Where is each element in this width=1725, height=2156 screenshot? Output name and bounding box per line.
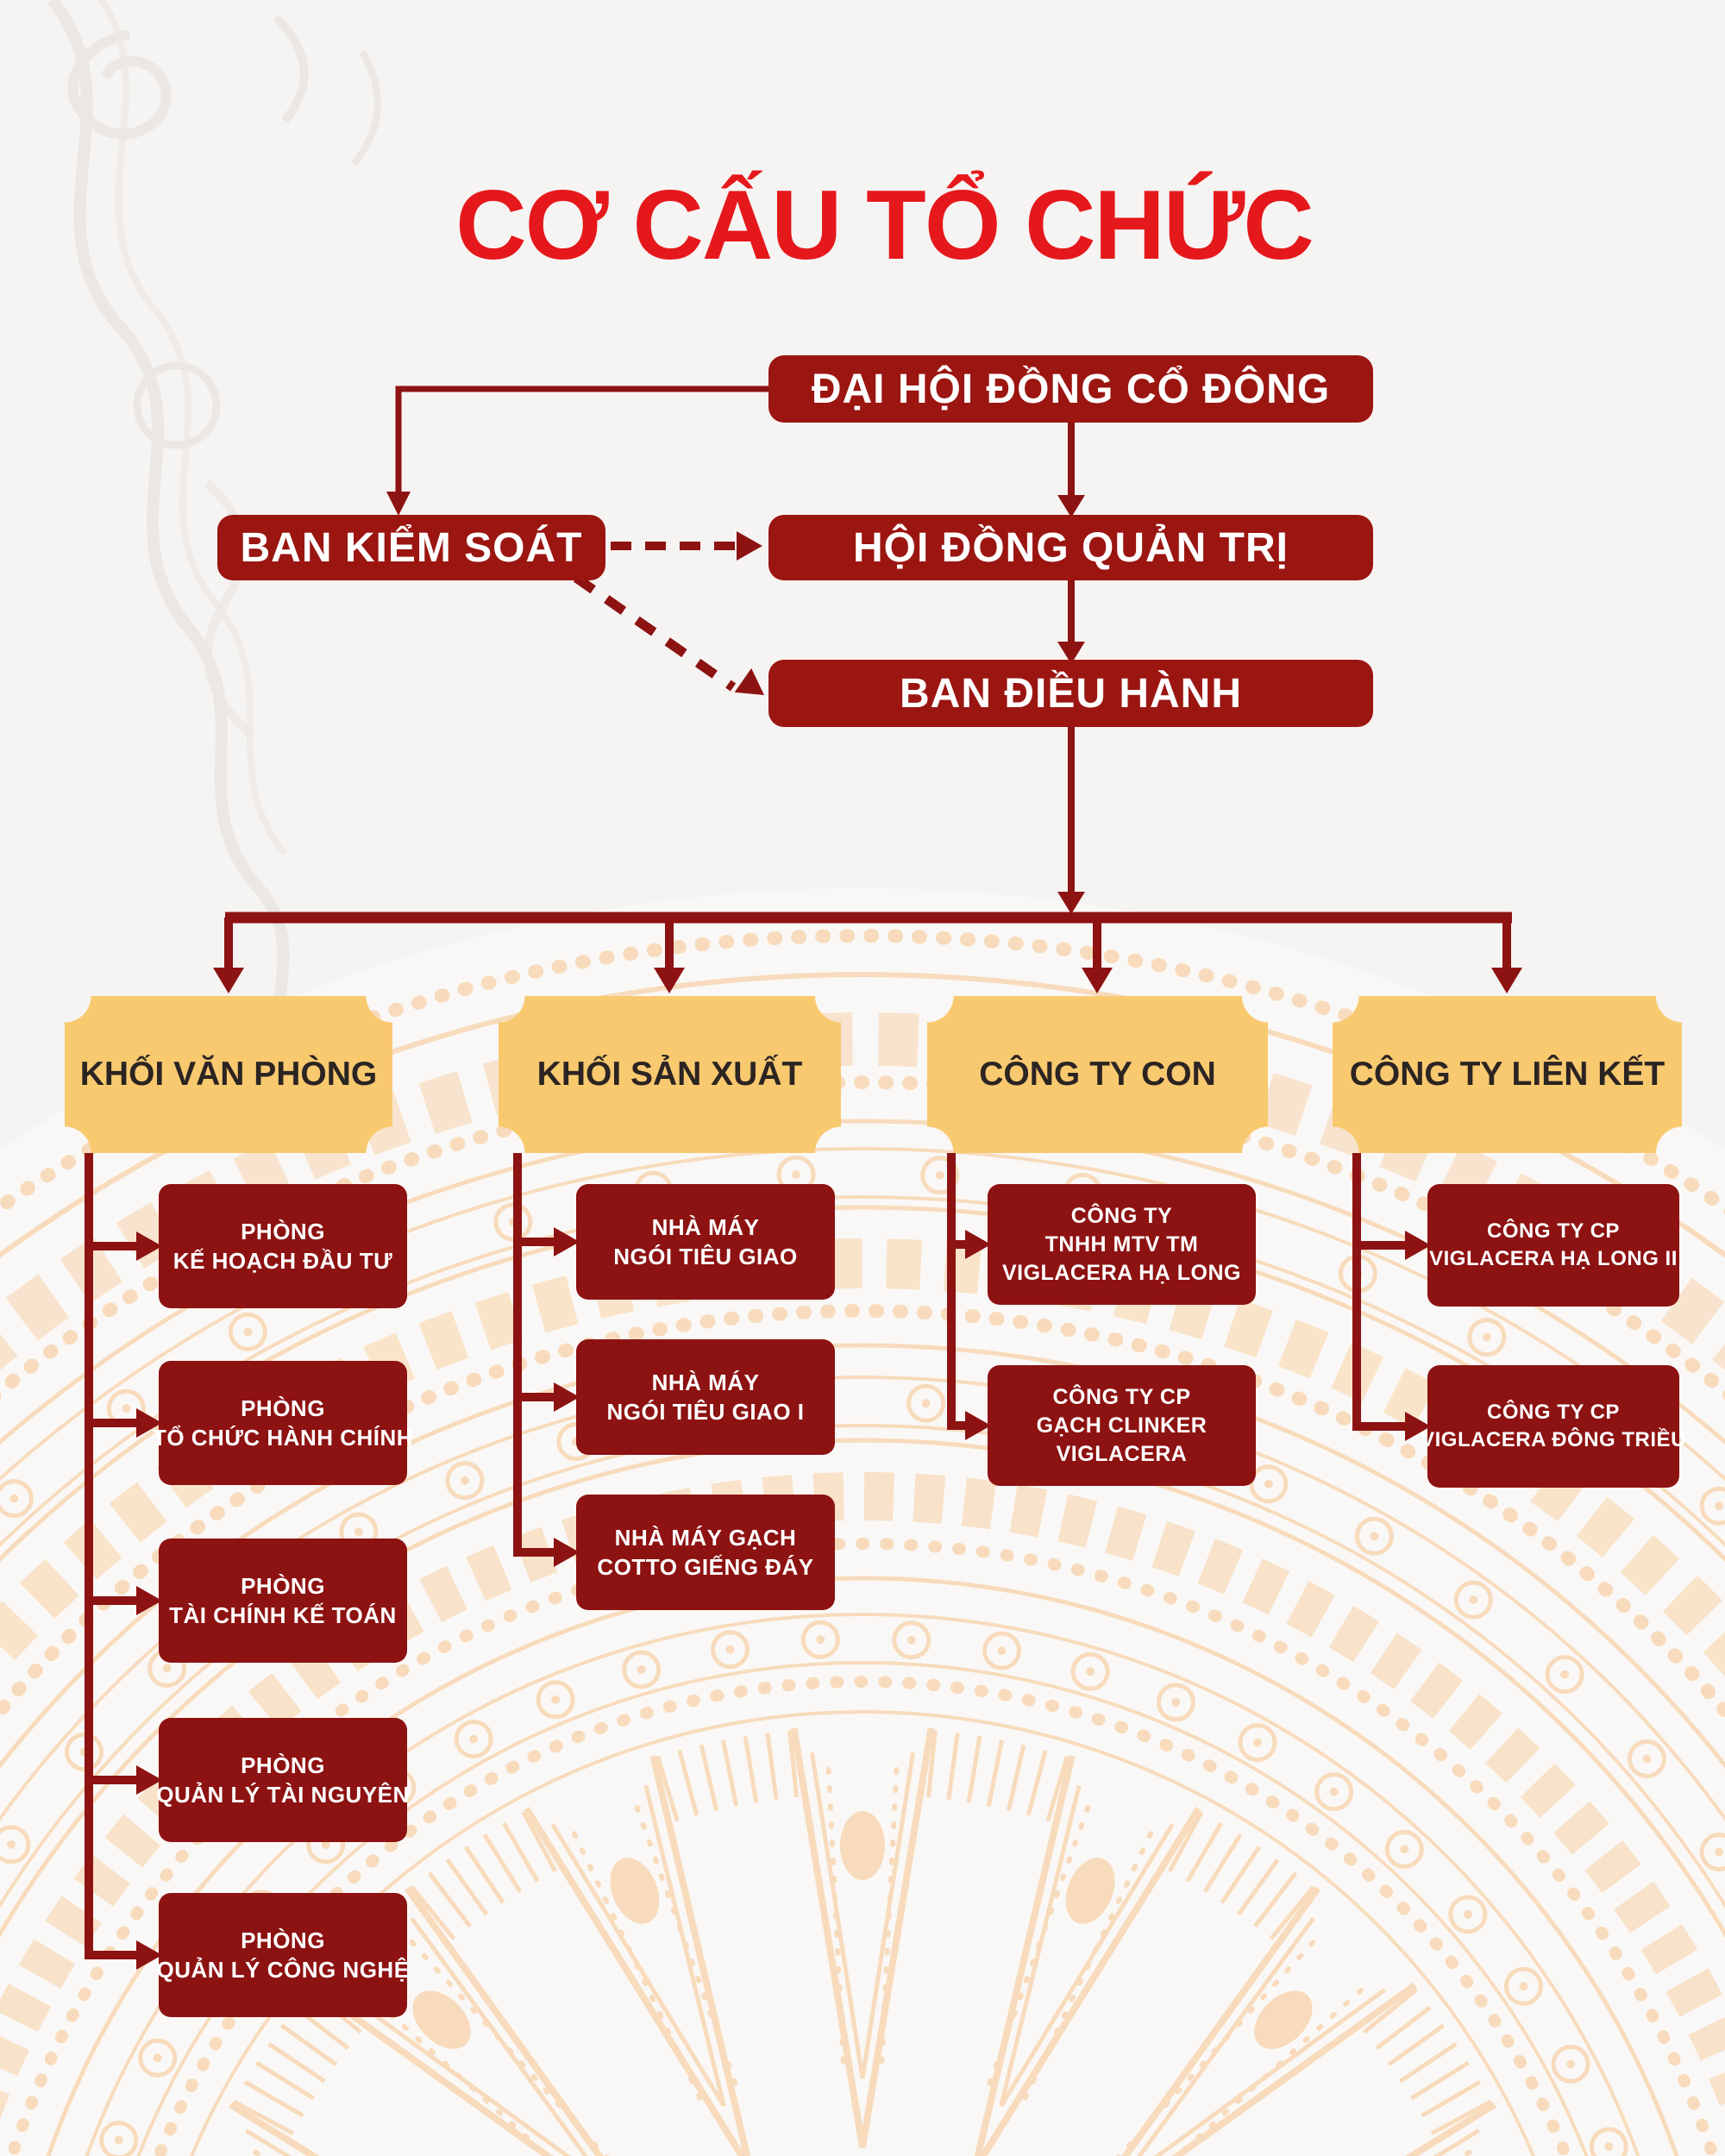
org-child-box bbox=[159, 1184, 407, 1308]
org-child-box-line: PHÒNG bbox=[241, 1218, 325, 1244]
org-child-box-line: CÔNG TY CP bbox=[1487, 1401, 1620, 1425]
org-box-board-of-directors: HỘI ĐỒNG QUẢN TRỊ bbox=[768, 515, 1373, 580]
org-child-box-line: NGÓI TIÊU GIAO bbox=[613, 1244, 798, 1269]
org-group-affiliates: CÔNG TY LIÊN KẾT bbox=[1333, 996, 1682, 1153]
org-child-box-line: VIGLACERA HẠ LONG bbox=[1001, 1260, 1242, 1285]
org-child-box bbox=[576, 1495, 835, 1610]
org-child-box bbox=[576, 1339, 835, 1455]
org-box-shareholders-meeting: ĐẠI HỘI ĐỒNG CỔ ĐÔNG bbox=[768, 355, 1373, 423]
org-child-box-line: TỔ CHỨC HÀNH CHÍNH bbox=[152, 1425, 414, 1451]
org-child-box-line: PHÒNG bbox=[241, 1752, 325, 1778]
org-child-box-line: PHÒNG bbox=[241, 1927, 325, 1953]
org-child-box bbox=[576, 1184, 835, 1300]
org-child-box-line: CÔNG TY CP bbox=[1052, 1384, 1191, 1409]
org-child-box bbox=[1421, 1365, 1686, 1488]
org-child-box-line: TNHH MTV TM bbox=[1044, 1232, 1199, 1257]
org-child-box-line: TÀI CHÍNH KẾ TOÁN bbox=[169, 1602, 397, 1628]
org-child-box bbox=[1427, 1184, 1679, 1307]
org-child-box-line: COTTO GIẾNG ĐÁY bbox=[597, 1554, 814, 1580]
org-child-box-line: KẾ HOẠCH ĐẦU TƯ bbox=[172, 1248, 393, 1274]
org-group-office-block: KHỐI VĂN PHÒNG bbox=[65, 996, 392, 1153]
org-child-box-line: NHÀ MÁY bbox=[651, 1213, 760, 1240]
org-child-box-line: NHÀ MÁY GẠCH bbox=[614, 1524, 797, 1551]
org-child-box-line: GẠCH CLINKER bbox=[1036, 1413, 1208, 1438]
org-child-box-line: VIGLACERA HẠ LONG II bbox=[1429, 1247, 1678, 1270]
page-title: CƠ CẤU TỔ CHỨC bbox=[455, 171, 1313, 280]
org-child-box-line: VIGLACERA bbox=[1056, 1441, 1188, 1466]
org-child-box-line: NHÀ MÁY bbox=[651, 1369, 760, 1395]
org-child-box-line: PHÒNG bbox=[241, 1395, 325, 1421]
org-child-box bbox=[988, 1184, 1256, 1305]
org-child-box-line: VIGLACERA ĐÔNG TRIỀU bbox=[1421, 1428, 1686, 1451]
org-box-executive-board: BAN ĐIỀU HÀNH bbox=[768, 660, 1373, 727]
org-child-box-line: CÔNG TY bbox=[1070, 1203, 1173, 1228]
org-child-box bbox=[159, 1539, 407, 1663]
org-child-box bbox=[156, 1718, 410, 1842]
org-child-box bbox=[156, 1893, 410, 2017]
org-child-box bbox=[152, 1361, 414, 1485]
org-group-subsidiaries: CÔNG TY CON bbox=[927, 996, 1268, 1153]
org-child-box-line: QUẢN LÝ CÔNG NGHỆ bbox=[156, 1957, 410, 1983]
org-child-box bbox=[988, 1365, 1256, 1486]
org-child-box-line: CÔNG TY CP bbox=[1487, 1219, 1620, 1244]
org-child-box-line: NGÓI TIÊU GIAO I bbox=[606, 1399, 805, 1425]
org-group-production-block: KHỐI SẢN XUẤT bbox=[499, 996, 841, 1153]
org-child-box-line: QUẢN LÝ TÀI NGUYÊN bbox=[156, 1782, 410, 1808]
org-box-supervisory-board: BAN KIỂM SOÁT bbox=[217, 515, 605, 580]
org-child-box-line: PHÒNG bbox=[241, 1572, 325, 1599]
